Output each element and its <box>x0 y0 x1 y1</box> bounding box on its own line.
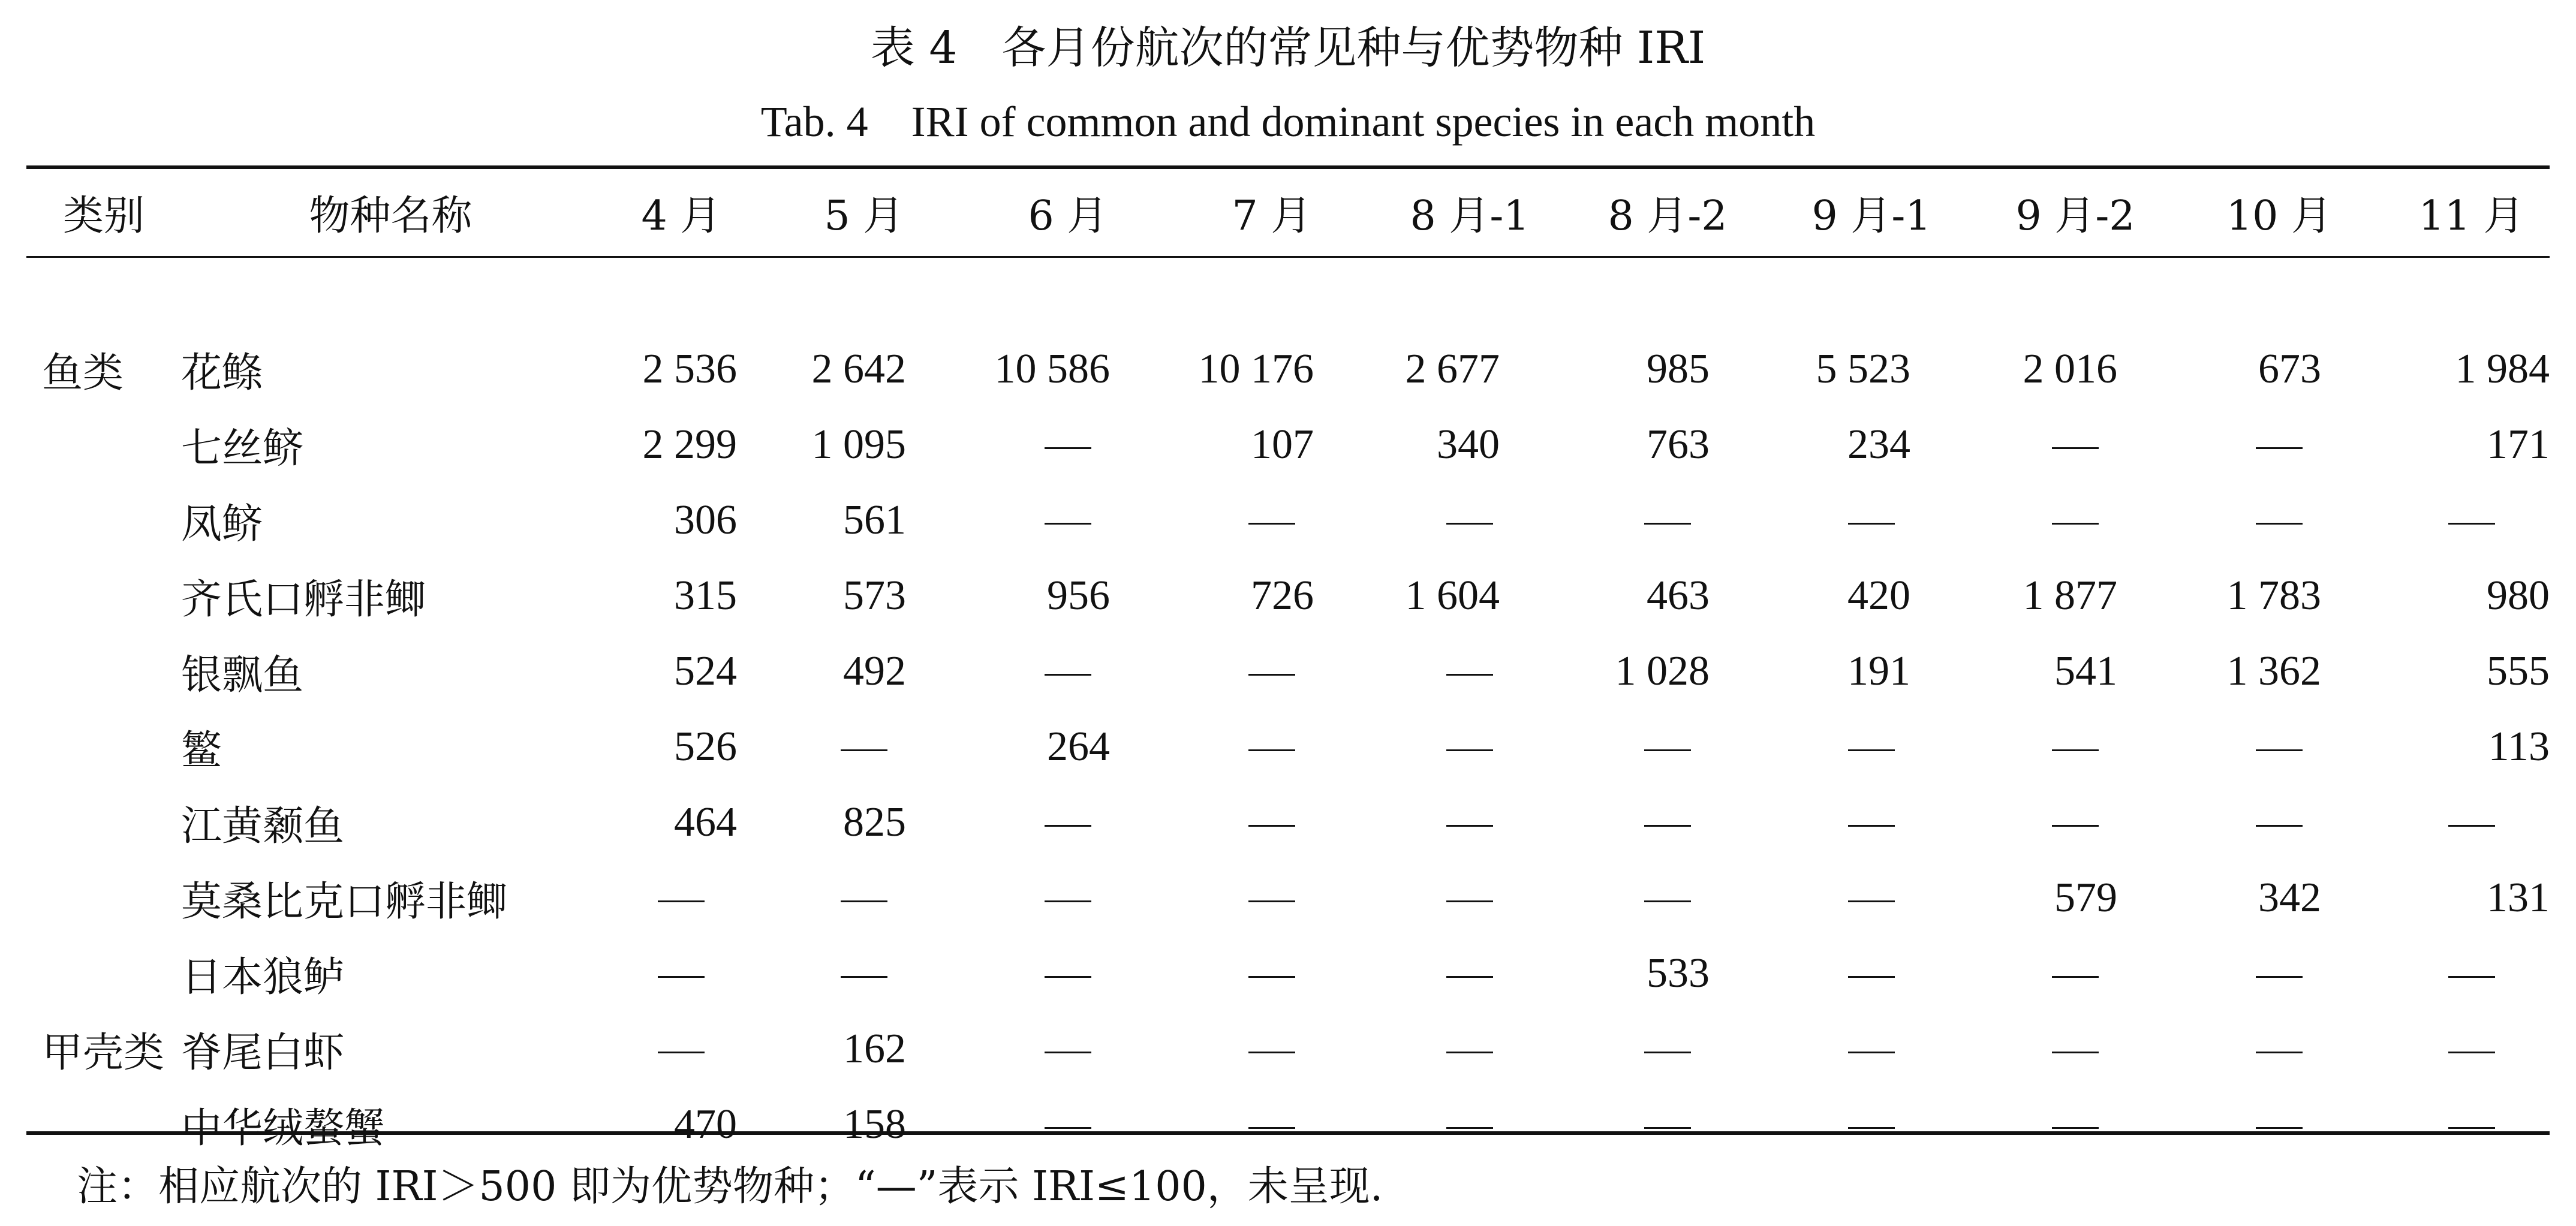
dash-mark <box>1446 976 1493 978</box>
not-present-cell <box>1374 860 1566 936</box>
table-row <box>26 407 2562 483</box>
column-header: 11 月 <box>2418 192 2524 240</box>
iri-value-cell: 162 <box>843 1026 906 1072</box>
not-present-cell <box>1973 785 2177 860</box>
table-row <box>26 1087 2562 1162</box>
table-row <box>26 785 2562 860</box>
not-present-cell <box>2177 785 2381 860</box>
iri-value-cell: 526 <box>674 724 737 770</box>
species-name-cell: 日本狼鲈 <box>181 953 345 1001</box>
column-header: 8 月-2 <box>1608 192 1728 240</box>
not-present-cell <box>600 1011 762 1087</box>
iri-value-cell: 470 <box>674 1101 737 1147</box>
column-header: 类别 <box>62 192 145 240</box>
iri-value-cell: 113 <box>2488 724 2550 770</box>
iri-value-cell: 985 <box>1647 346 1710 392</box>
dash-mark <box>1248 749 1295 751</box>
not-present-cell <box>1170 1087 1374 1162</box>
category-cell: 甲壳类 <box>42 1029 165 1077</box>
not-present-cell <box>1170 709 1374 785</box>
not-present-cell <box>1374 634 1566 709</box>
iri-value-cell: 726 <box>1251 573 1314 619</box>
not-present-cell <box>966 1087 1170 1162</box>
category-cell <box>26 709 181 785</box>
dash-mark <box>2256 1127 2303 1129</box>
not-present-cell <box>1170 785 1374 860</box>
dash-mark <box>2256 1052 2303 1053</box>
dash-mark <box>2448 1127 2495 1129</box>
dash-mark <box>1446 674 1493 676</box>
column-header: 8 月-1 <box>1410 192 1530 240</box>
iri-value-cell: 463 <box>1647 573 1710 619</box>
dash-mark <box>841 976 887 978</box>
dash-mark <box>2052 749 2099 751</box>
iri-value-cell: 107 <box>1251 421 1314 468</box>
category-cell <box>26 1087 181 1162</box>
iri-value-cell: 1 604 <box>1405 573 1500 619</box>
iri-value-cell: 420 <box>1847 573 1910 619</box>
not-present-cell <box>1374 1011 1566 1087</box>
table-header-row <box>26 169 2562 256</box>
iri-table <box>26 169 2562 1162</box>
dash-mark <box>2256 447 2303 449</box>
not-present-cell <box>966 407 1170 483</box>
dash-mark <box>1644 749 1691 751</box>
not-present-cell <box>966 634 1170 709</box>
category-cell <box>26 936 181 1011</box>
dash-mark <box>2256 825 2303 827</box>
column-header: 4 月 <box>641 192 721 240</box>
column-header: 5 月 <box>824 192 904 240</box>
dash-mark <box>1248 825 1295 827</box>
table-footnote: 注：相应航次的 IRI＞500 即为优势物种；“—”表示 IRI≤100，未呈现. <box>77 1163 1383 1210</box>
iri-value-cell: 2 016 <box>2023 346 2117 392</box>
species-name-cell: 花鲦 <box>181 349 263 397</box>
category-cell <box>26 483 181 558</box>
dash-mark <box>841 749 887 751</box>
table-caption-chinese: 表 4 各月份航次的常见种与优势物种 IRI <box>870 22 1706 74</box>
dash-mark <box>1045 900 1091 902</box>
not-present-cell <box>1770 1011 1973 1087</box>
category-cell: 鱼类 <box>42 349 124 397</box>
table-row <box>26 936 2562 1011</box>
not-present-cell <box>966 785 1170 860</box>
category-cell <box>26 558 181 634</box>
not-present-cell <box>2177 483 2381 558</box>
dash-mark <box>1644 900 1691 902</box>
dash-mark <box>2256 523 2303 525</box>
not-present-cell <box>600 860 762 936</box>
iri-value-cell: 2 677 <box>1405 346 1500 392</box>
column-header: 物种名称 <box>309 192 473 240</box>
iri-value-cell: 2 299 <box>642 421 737 468</box>
dash-mark <box>2256 749 2303 751</box>
category-cell <box>26 785 181 860</box>
column-header: 10 月 <box>2226 192 2333 240</box>
iri-value-cell: 533 <box>1647 950 1710 996</box>
dash-mark <box>658 1052 705 1053</box>
not-present-cell <box>1170 860 1374 936</box>
dash-mark <box>2052 447 2099 449</box>
iri-value-cell: 492 <box>843 648 906 694</box>
not-present-cell <box>1973 483 2177 558</box>
species-name-cell: 中华绒螯蟹 <box>181 1104 386 1152</box>
iri-value-cell: 956 <box>1047 573 1110 619</box>
iri-value-cell: 1 877 <box>2023 573 2117 619</box>
species-name-cell: 鳘 <box>181 727 222 775</box>
dash-mark <box>1045 825 1091 827</box>
iri-value-cell: 131 <box>2487 875 2550 921</box>
not-present-cell <box>1374 709 1566 785</box>
not-present-cell <box>2177 1087 2381 1162</box>
iri-value-cell: 825 <box>843 799 906 845</box>
not-present-cell <box>2381 1011 2562 1087</box>
table-caption-english: Tab. 4 IRI of common and dominant species in each month <box>760 98 1816 146</box>
not-present-cell <box>1973 407 2177 483</box>
table-row <box>26 483 2562 558</box>
dash-mark <box>1446 1127 1493 1129</box>
dash-mark <box>2448 825 2495 827</box>
dash-mark <box>1248 523 1295 525</box>
iri-value-cell: 561 <box>843 497 906 543</box>
not-present-cell <box>1770 860 1973 936</box>
dash-mark <box>1045 674 1091 676</box>
not-present-cell <box>2381 483 2562 558</box>
not-present-cell <box>1973 936 2177 1011</box>
dash-mark <box>2052 976 2099 978</box>
not-present-cell <box>1770 483 1973 558</box>
dash-mark <box>2052 1052 2099 1053</box>
not-present-cell <box>2177 709 2381 785</box>
iri-value-cell: 1 095 <box>811 421 906 468</box>
iri-value-cell: 340 <box>1437 421 1500 468</box>
column-header: 6 月 <box>1028 192 1108 240</box>
iri-value-cell: 158 <box>843 1101 906 1147</box>
not-present-cell <box>762 860 966 936</box>
dash-mark <box>1644 523 1691 525</box>
dash-mark <box>1248 1127 1295 1129</box>
iri-value-cell: 171 <box>2487 421 2550 468</box>
not-present-cell <box>600 936 762 1011</box>
not-present-cell <box>2177 1011 2381 1087</box>
not-present-cell <box>1170 936 1374 1011</box>
dash-mark <box>2448 1052 2495 1053</box>
not-present-cell <box>2177 936 2381 1011</box>
iri-value-cell: 464 <box>674 799 737 845</box>
species-name-cell: 莫桑比克口孵非鲫 <box>181 878 508 926</box>
not-present-cell <box>1374 785 1566 860</box>
not-present-cell <box>966 936 1170 1011</box>
not-present-cell <box>1566 1087 1770 1162</box>
table-body <box>26 256 2562 1162</box>
dash-mark <box>1248 900 1295 902</box>
species-name-cell: 脊尾白虾 <box>181 1029 345 1077</box>
not-present-cell <box>2381 936 2562 1011</box>
dash-mark <box>2448 976 2495 978</box>
dash-mark <box>841 900 887 902</box>
iri-value-cell: 1 984 <box>2455 346 2550 392</box>
iri-value-cell: 264 <box>1047 724 1110 770</box>
table-row <box>26 332 2562 407</box>
dash-mark <box>1848 1127 1895 1129</box>
dash-mark <box>1045 523 1091 525</box>
not-present-cell <box>1770 1087 1973 1162</box>
dash-mark <box>1848 749 1895 751</box>
dash-mark <box>2256 976 2303 978</box>
iri-value-cell: 1 028 <box>1615 648 1710 694</box>
category-cell <box>26 860 181 936</box>
iri-value-cell: 980 <box>2487 573 2550 619</box>
dash-mark <box>1644 825 1691 827</box>
dash-mark <box>1045 1127 1091 1129</box>
not-present-cell <box>1770 709 1973 785</box>
category-cell <box>26 634 181 709</box>
column-header: 9 月-1 <box>1811 192 1931 240</box>
not-present-cell <box>2177 407 2381 483</box>
dash-mark <box>1248 1052 1295 1053</box>
not-present-cell <box>1566 1011 1770 1087</box>
table-row <box>26 860 2562 936</box>
dash-mark <box>1045 976 1091 978</box>
column-header: 7 月 <box>1232 192 1312 240</box>
iri-value-cell: 2 536 <box>642 346 737 392</box>
iri-value-cell: 541 <box>2054 648 2117 694</box>
category-cell <box>26 407 181 483</box>
iri-value-cell: 2 642 <box>811 346 906 392</box>
dash-mark <box>1848 825 1895 827</box>
not-present-cell <box>966 483 1170 558</box>
not-present-cell <box>1770 936 1973 1011</box>
dash-mark <box>1446 749 1493 751</box>
iri-value-cell: 573 <box>843 573 906 619</box>
iri-value-cell: 10 586 <box>994 346 1110 392</box>
iri-value-cell: 10 176 <box>1198 346 1314 392</box>
not-present-cell <box>1170 634 1374 709</box>
species-name-cell: 江黄颡鱼 <box>181 802 345 850</box>
dash-mark <box>1848 1052 1895 1053</box>
not-present-cell <box>762 709 966 785</box>
iri-value-cell: 234 <box>1847 421 1910 468</box>
iri-value-cell: 342 <box>2258 875 2321 921</box>
not-present-cell <box>1973 1087 2177 1162</box>
iri-value-cell: 555 <box>2487 648 2550 694</box>
not-present-cell <box>1170 483 1374 558</box>
not-present-cell <box>1374 1087 1566 1162</box>
not-present-cell <box>966 860 1170 936</box>
species-name-cell: 银飘鱼 <box>181 651 304 699</box>
species-name-cell: 凤鲚 <box>181 500 263 548</box>
dash-mark <box>1248 674 1295 676</box>
dash-mark <box>1446 900 1493 902</box>
dash-mark <box>1644 1052 1691 1053</box>
dash-mark <box>1446 523 1493 525</box>
iri-value-cell: 673 <box>2258 346 2321 392</box>
iri-value-cell: 1 783 <box>2226 573 2321 619</box>
dash-mark <box>1446 825 1493 827</box>
iri-value-cell: 763 <box>1647 421 1710 468</box>
dash-mark <box>1045 1052 1091 1053</box>
dash-mark <box>1045 447 1091 449</box>
iri-value-cell: 191 <box>1847 648 1910 694</box>
not-present-cell <box>1566 483 1770 558</box>
not-present-cell <box>1566 785 1770 860</box>
table-row <box>26 558 2562 634</box>
dash-mark <box>658 900 705 902</box>
not-present-cell <box>1566 860 1770 936</box>
iri-value-cell: 1 362 <box>2226 648 2321 694</box>
iri-value-cell: 579 <box>2054 875 2117 921</box>
iri-value-cell: 524 <box>674 648 737 694</box>
not-present-cell <box>762 936 966 1011</box>
not-present-cell <box>1973 709 2177 785</box>
not-present-cell <box>1973 1011 2177 1087</box>
dash-mark <box>2052 1127 2099 1129</box>
table-row <box>26 634 2562 709</box>
not-present-cell <box>1170 1011 1374 1087</box>
iri-value-cell: 306 <box>674 497 737 543</box>
dash-mark <box>658 976 705 978</box>
species-name-cell: 齐氏口孵非鲫 <box>181 576 426 623</box>
dash-mark <box>2448 523 2495 525</box>
dash-mark <box>2052 825 2099 827</box>
dash-mark <box>1848 900 1895 902</box>
not-present-cell <box>2381 785 2562 860</box>
not-present-cell <box>966 1011 1170 1087</box>
not-present-cell <box>1770 785 1973 860</box>
table-row <box>26 709 2562 785</box>
not-present-cell <box>2381 1087 2562 1162</box>
iri-value-cell: 315 <box>674 573 737 619</box>
dash-mark <box>2052 523 2099 525</box>
iri-value-cell: 5 523 <box>1816 346 1910 392</box>
not-present-cell <box>1566 709 1770 785</box>
column-header: 9 月-2 <box>2015 192 2135 240</box>
dash-mark <box>1848 976 1895 978</box>
dash-mark <box>1446 1052 1493 1053</box>
not-present-cell <box>1374 483 1566 558</box>
dash-mark <box>1848 523 1895 525</box>
not-present-cell <box>1374 936 1566 1011</box>
table-row <box>26 1011 2562 1087</box>
dash-mark <box>1644 1127 1691 1129</box>
species-name-cell: 七丝鲚 <box>181 424 304 472</box>
dash-mark <box>1248 976 1295 978</box>
